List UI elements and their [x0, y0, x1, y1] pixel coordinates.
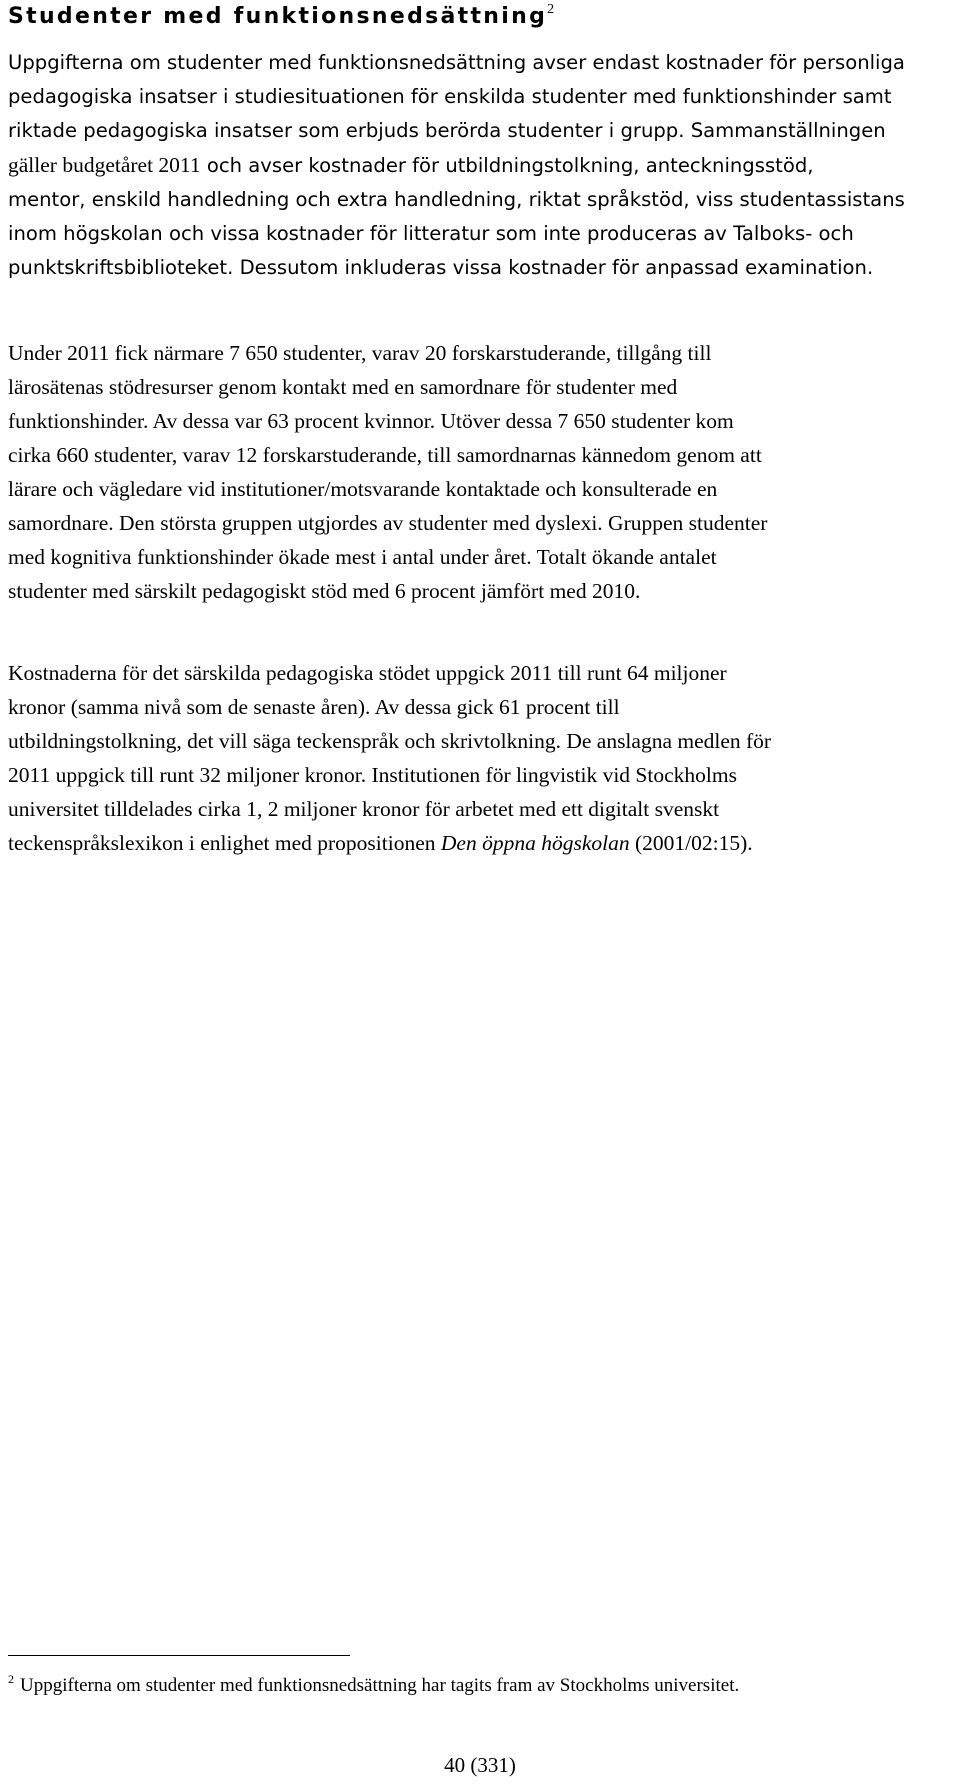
paragraph-1	[8, 46, 938, 148]
page-number: 40 (331)	[444, 1753, 516, 1777]
paragraph-line: cirka 660 studenter, varav 12 forskarstuderande, till samordnarnas kännedom genom att	[8, 443, 762, 467]
paragraph-line: studenter med särskilt pedagogiskt stöd med 6 procent jämfört med 2010.	[8, 579, 641, 603]
paragraph-line: Under 2011 fick närmare 7 650 studenter, varav 20 forskarstuderande, tillgång till	[8, 341, 712, 365]
serif-fragment: gäller budgetåret 2011	[8, 153, 201, 177]
heading-title: Studenter med funktionsnedsättning	[8, 4, 548, 29]
paragraph-line: samordnare. Den största gruppen utgjordes av studenter med dyslexi. Gruppen studenter	[8, 511, 768, 535]
paragraph-line: Uppgifterna om studenter med funktionsnedsättning avser endast kostnader för personliga	[8, 51, 905, 74]
paragraph-3	[8, 656, 953, 860]
paragraph-line: universitet tilldelades cirka 1, 2 miljoner kronor för arbetet med ett digitalt svenskt	[8, 797, 720, 821]
footnote-reference[interactable]: 2	[547, 2, 555, 17]
paragraph-line: mentor, enskild handledning och extra handledning, riktat språkstöd, viss studentassistans	[8, 188, 905, 211]
paragraph-line: kronor (samma nivå som de senaste åren). Av dessa gick 61 procent till	[8, 695, 620, 719]
paragraph-line: lärosätenas stödresurser genom kontakt med en samordnare för studenter med	[8, 375, 678, 399]
footnote-text: Uppgifterna om studenter med funktionsnedsättning har tagits fram av Stockholms universitet.	[20, 1675, 740, 1696]
paragraph-line: 2011 uppgick till runt 32 miljoner kronor. Institutionen för lingvistik vid Stockholms	[8, 763, 737, 787]
paragraph-line-last	[8, 826, 953, 860]
footnote	[8, 1672, 740, 1697]
italic-title: Den öppna högskolan	[440, 831, 630, 855]
paragraph-line: med kognitiva funktionshinder ökade mest i antal under året. Totalt ökande antalet	[8, 545, 717, 569]
paragraph-line: utbildningstolkning, det vill säga teckenspråk och skrivtolkning. De anslagna medlen för	[8, 729, 772, 753]
line-text-before: teckenspråkslexikon i enlighet med propositionen	[8, 831, 441, 855]
sans-fragment: och avser kostnader för utbildningstolkning, anteckningsstöd,	[200, 154, 814, 177]
paragraph-line: pedagogiska insatser i studiesituationen för enskilda studenter med funktionshinder samt	[8, 85, 892, 108]
paragraph-1-continued	[8, 148, 938, 285]
section-heading	[8, 2, 554, 32]
line-text-after: (2001/02:15).	[629, 831, 753, 855]
paragraph-line: funktionshinder. Av dessa var 63 procent kvinnor. Utöver dessa 7 650 studenter kom	[8, 409, 734, 433]
paragraph-line: lärare och vägledare vid institutioner/motsvarande kontaktade och konsulterade en	[8, 477, 718, 501]
paragraph-line: riktade pedagogiska insatser som erbjuds berörda studenter i grupp. Sammanställningen	[8, 119, 886, 142]
footnote-divider	[8, 1655, 350, 1656]
footnote-number: 2	[8, 1672, 14, 1686]
paragraph-2	[8, 336, 953, 608]
paragraph-line: Kostnaderna för det särskilda pedagogiska stödet uppgick 2011 till runt 64 miljoner	[8, 661, 727, 685]
paragraph-line-mixed	[8, 148, 938, 183]
paragraph-line: inom högskolan och vissa kostnader för litteratur som inte produceras av Talboks- och	[8, 222, 854, 245]
paragraph-line: punktskriftsbiblioteket. Dessutom inkluderas vissa kostnader för anpassad examination.	[8, 256, 874, 279]
